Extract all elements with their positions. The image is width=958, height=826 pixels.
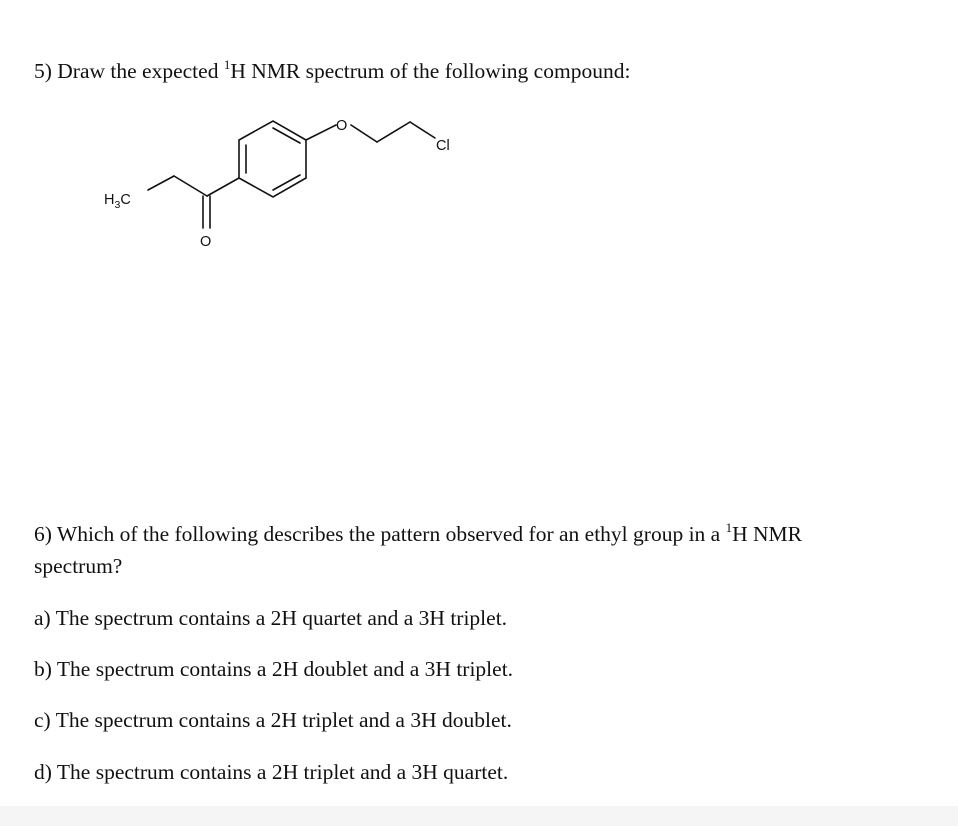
ether-oxygen-label: O (336, 118, 348, 134)
question-5-superscript: 1 (223, 57, 231, 72)
option-c: c) The spectrum contains a 2H triplet and a 3H doublet. (34, 708, 512, 732)
bond-methylene-carbonyl (174, 176, 207, 196)
page-bottom-edge (0, 806, 958, 826)
option-d: d) The spectrum contains a 2H triplet and a 3H quartet. (34, 760, 509, 784)
chlorine-label: Cl (436, 138, 450, 154)
question-6-suffix: H NMR (732, 522, 802, 546)
bond-carbonyl-ring (207, 178, 239, 196)
question-5-prefix: 5) Draw the expected (34, 59, 224, 83)
question-6-line-1 (34, 521, 802, 548)
ring-double-bond-bottom (273, 175, 300, 190)
question-5-suffix: H NMR spectrum of the following compound: (230, 59, 631, 83)
bond-ring-oxygen (306, 125, 336, 140)
methyl-label: $H_3C$ (104, 192, 131, 211)
bond-oxygen-methylene (351, 125, 377, 142)
option-b: b) The spectrum contains a 2H doublet and a 3H triplet. (34, 657, 514, 681)
ring-double-bond-top (273, 128, 300, 143)
question-6-line-2: spectrum? (34, 554, 123, 578)
chemical-structure (0, 0, 958, 300)
bond-methyl-methylene (148, 176, 174, 190)
bond-methylene-methylene (377, 122, 410, 142)
option-a: a) The spectrum contains a 2H quartet and a 3H triplet. (34, 606, 508, 630)
benzene-ring (239, 121, 306, 197)
question-6-prefix: 6) Which of the following describes the pattern observed for an ethyl group in a (34, 522, 726, 546)
question-6-superscript: 1 (725, 520, 733, 535)
bond-methylene-chlorine (410, 122, 435, 138)
carbonyl-oxygen-label: O (200, 234, 212, 250)
